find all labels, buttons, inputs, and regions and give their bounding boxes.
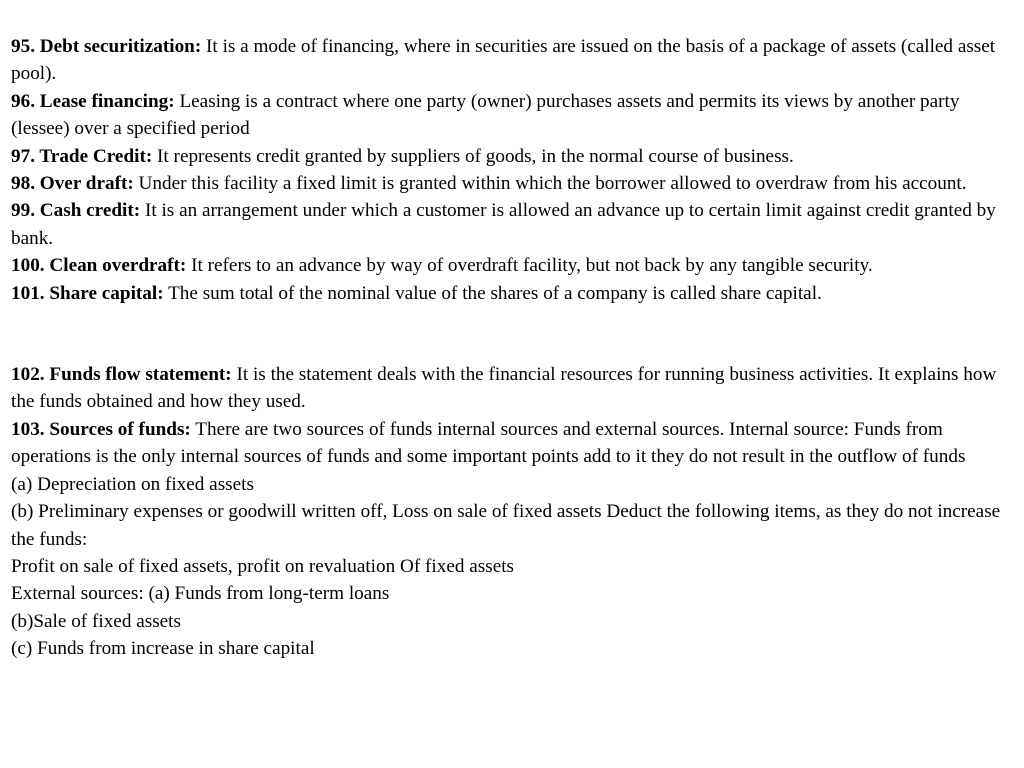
list-line: (b) Preliminary expenses or goodwill written off, Loss on sale of fixed assets Deduct the following items, as they do not increase the funds: (11, 501, 1001, 550)
definition-text: There are two sources of funds internal sources and external sources. Internal source: Funds from operations is the only internal sources of funds and some important points add to it they do not result in the outflow of funds (11, 418, 966, 468)
definitions-group-2 (11, 361, 1016, 662)
definitions-group-1 (11, 33, 1016, 307)
list-line: (a) Depreciation on fixed assets (11, 473, 254, 495)
term-label: 101. Share capital: (11, 282, 164, 304)
definition-lease-financing (11, 88, 1016, 143)
definition-over-draft (11, 170, 1016, 197)
definition-sources-of-funds (11, 416, 1016, 471)
definition-share-capital (11, 280, 1016, 307)
definition-text: Leasing is a contract where one party (owner) purchases assets and permits its views by another party (lessee) over a specified period (11, 90, 960, 140)
definition-text: It is the statement deals with the financial resources for running business activities. It explains how the funds obtained and how they used. (11, 364, 997, 413)
list-line: (c) Funds from increase in share capital (11, 638, 315, 660)
list-line: External sources: (a) Funds from long-term loans (11, 583, 390, 605)
definition-debt-securitization (11, 33, 1016, 88)
definition-text: Under this facility a fixed limit is granted within which the borrower allowed to overdraw from his account. (133, 173, 967, 195)
definition-trade-credit (11, 143, 1016, 170)
term-label: 103. Sources of funds: (11, 418, 191, 440)
definition-cash-credit (11, 197, 1016, 252)
definition-text: It is a mode of financing, where in securities are issued on the basis of a package of assets (called asset pool). (11, 36, 996, 85)
definition-funds-flow-statement (11, 361, 1016, 416)
definition-text: It is an arrangement under which a customer is allowed an advance up to certain limit against credit granted by bank. (11, 200, 996, 249)
term-label: 102. Funds flow statement: (11, 364, 232, 386)
document-page (11, 33, 1016, 663)
list-line: (b)Sale of fixed assets (11, 610, 181, 632)
definition-text: The sum total of the nominal value of the shares of a company is called share capital. (163, 282, 822, 304)
term-label: 99. Cash credit: (11, 200, 141, 222)
definition-text: It refers to an advance by way of overdraft facility, but not back by any tangible security. (186, 255, 873, 277)
term-label: 100. Clean overdraft: (11, 255, 187, 277)
list-line: Profit on sale of fixed assets, profit on revaluation Of fixed assets (11, 555, 515, 577)
term-label: 98. Over draft: (11, 173, 134, 195)
definition-text: It represents credit granted by suppliers of goods, in the normal course of business. (152, 145, 794, 167)
section-spacer (11, 307, 1016, 361)
term-label: 96. Lease financing: (11, 90, 175, 112)
term-label: 97. Trade Credit: (11, 145, 153, 167)
term-label: 95. Debt securitization: (11, 36, 202, 57)
definition-clean-overdraft (11, 252, 1016, 279)
